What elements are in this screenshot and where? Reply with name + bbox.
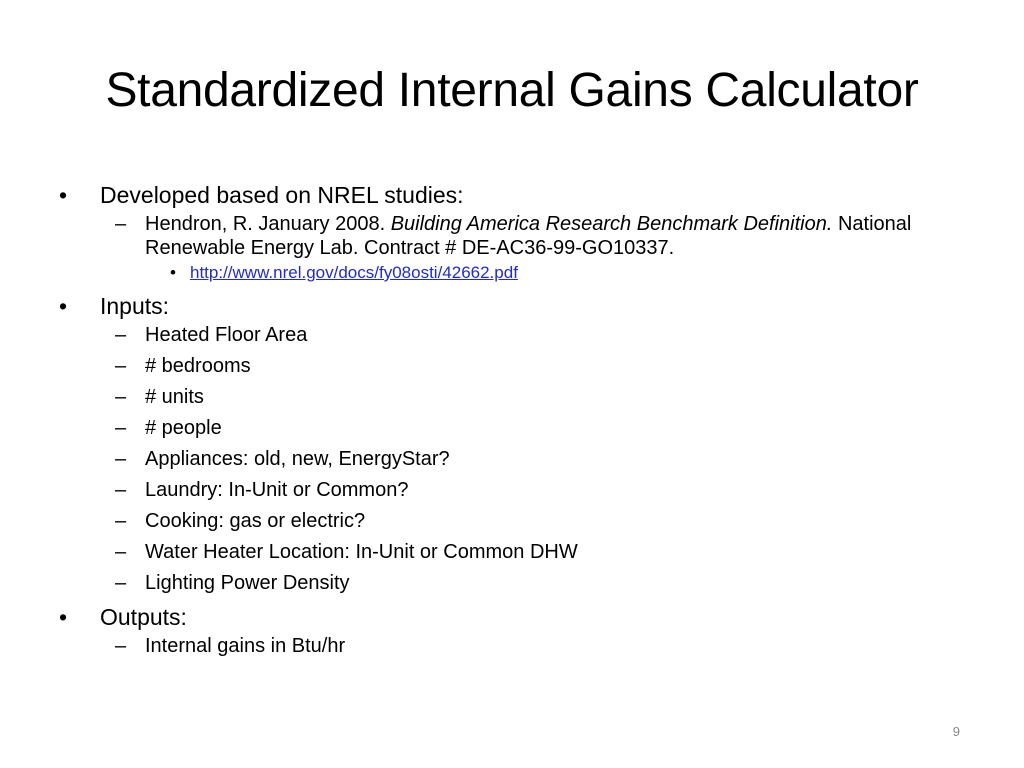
input-item (100, 323, 976, 347)
reference-title: Building America Research Benchmark Definition. (390, 213, 833, 235)
slide-body (56, 180, 976, 665)
page-number: 9 (952, 724, 960, 739)
input-item (100, 571, 976, 595)
input-item (100, 385, 976, 409)
input-item-label: Lighting Power Density (145, 572, 350, 594)
bullet-inputs-label: Inputs: (100, 293, 170, 319)
output-item-label: Internal gains in Btu/hr (145, 635, 346, 657)
bullet-icon: • (170, 263, 176, 282)
bullet-icon: • (59, 293, 68, 319)
dash-icon: – (115, 213, 127, 235)
dash-icon: – (115, 324, 127, 346)
dash-icon: – (115, 541, 127, 563)
dash-icon: – (115, 572, 127, 594)
reference-prefix: Hendron, R. January 2008. (145, 213, 391, 235)
dash-icon: – (115, 635, 127, 657)
bullet-icon: • (59, 182, 68, 208)
input-item (100, 447, 976, 471)
output-item (100, 634, 976, 658)
reference-suffix: National Renewable Energy Lab. Contract # DE-AC36-99-GO10337. (145, 213, 912, 259)
dash-icon: – (115, 386, 127, 408)
input-item-label: # bedrooms (145, 355, 251, 377)
input-item (100, 509, 976, 533)
input-item-label: Laundry: In-Unit or Common? (145, 479, 409, 501)
input-item-label: Cooking: gas or electric? (145, 510, 366, 532)
bullet-outputs (56, 602, 976, 658)
dash-icon: – (115, 417, 127, 439)
inputs-sublist (100, 323, 976, 595)
dash-icon: – (115, 355, 127, 377)
outputs-sublist (100, 634, 976, 658)
bullet-developed (56, 180, 976, 284)
developed-sublist (100, 212, 976, 284)
bullet-icon: • (59, 604, 68, 630)
input-item-label: # people (145, 417, 222, 439)
input-item-label: Water Heater Location: In-Unit or Common DHW (145, 541, 578, 563)
input-item-label: Appliances: old, new, EnergyStar? (145, 448, 450, 470)
input-item (100, 416, 976, 440)
input-item-label: # units (145, 386, 204, 408)
slide-title: Standardized Internal Gains Calculator (105, 64, 919, 117)
link-item (145, 262, 976, 284)
input-item (100, 354, 976, 378)
dash-icon: – (115, 448, 127, 470)
input-item (100, 540, 976, 564)
dash-icon: – (115, 479, 127, 501)
dash-icon: – (115, 510, 127, 532)
nrel-report-link[interactable]: http://www.nrel.gov/docs/fy08osti/42662.pdf (190, 263, 518, 282)
input-item-label: Heated Floor Area (145, 324, 308, 346)
reference-sublist (145, 262, 976, 284)
input-item (100, 478, 976, 502)
bullet-developed-label: Developed based on NREL studies: (100, 182, 464, 208)
reference-item (100, 212, 976, 284)
bullet-inputs (56, 291, 976, 595)
main-bullet-list (56, 180, 976, 658)
bullet-outputs-label: Outputs: (100, 604, 187, 630)
